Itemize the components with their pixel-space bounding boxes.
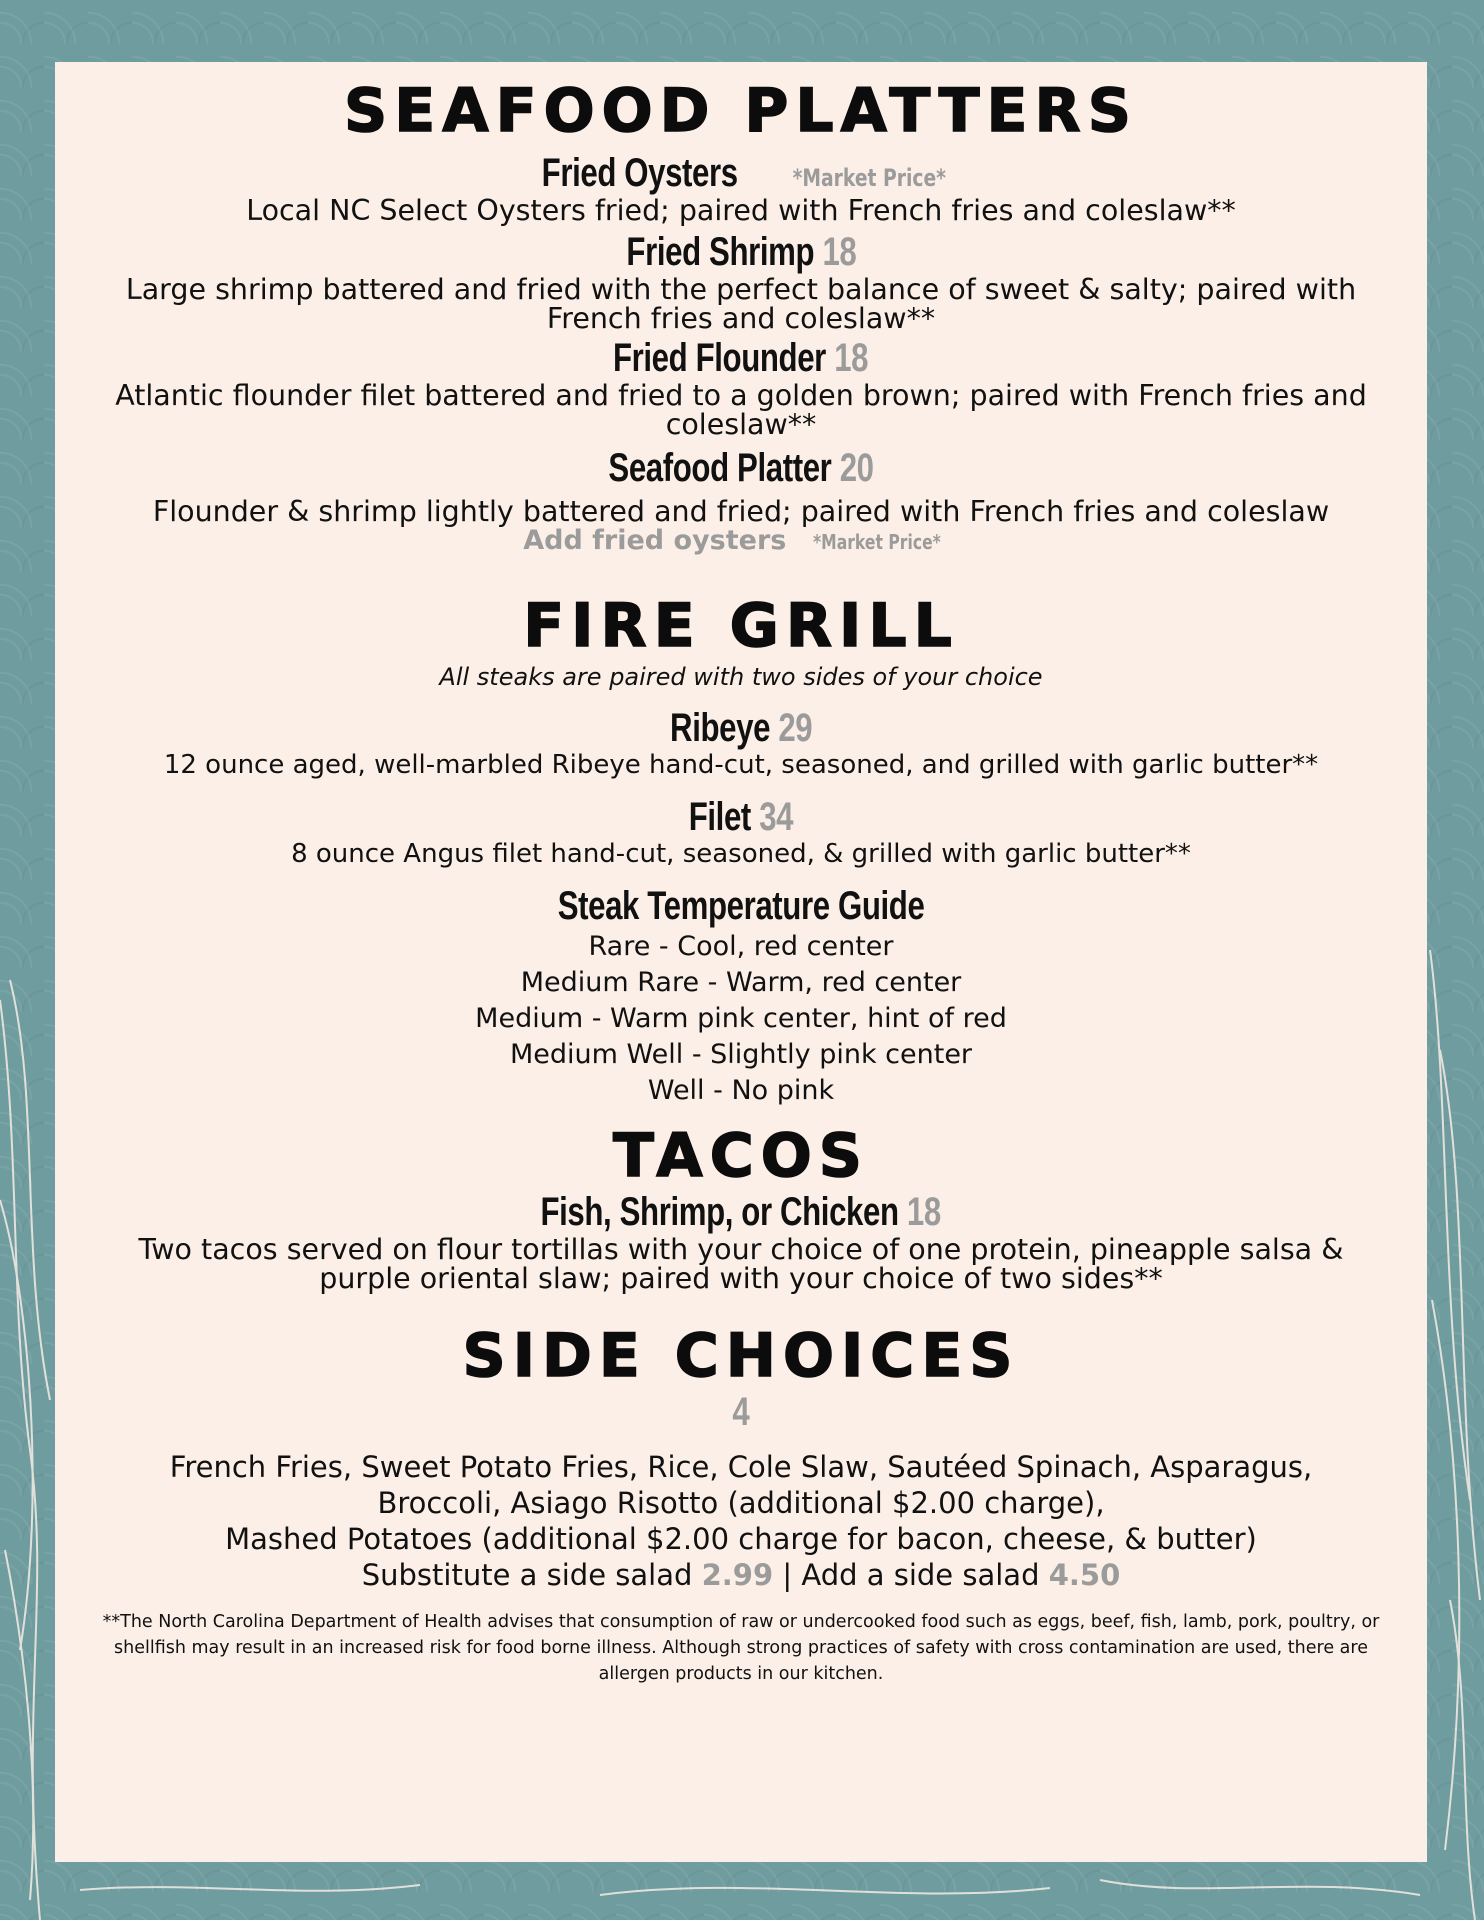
add-salad-price: 4.50 (1048, 1558, 1121, 1592)
menu-panel (55, 62, 1427, 1862)
market-price: *Market Price* (792, 164, 946, 192)
seafood-heading: SEAFOOD PLATTERS (344, 76, 1138, 146)
add-salad-label: Add a side salad (801, 1558, 1040, 1592)
addon-label: Add fried oysters (523, 525, 787, 556)
menu-item-name: Seafood Platter 20 (608, 446, 874, 490)
menu-item-desc: 12 ounce aged, well-marbled Ribeye hand-cut, seasoned, and grilled with garlic butter** (163, 750, 1319, 780)
menu-item-desc: Large shrimp battered and fried with the perfect balance of sweet & salty; paired with French fries and coleslaw** (125, 273, 1357, 335)
health-disclaimer: **The North Carolina Department of Health advises that consumption of raw or undercooked food such as eggs, beef, fish, lamb, pork, poultry, or shellfish may result in an increased risk for food borne illness. Although strong practices of safety with cross contamination are used, there are allergen products in our kitchen. (102, 1612, 1380, 1684)
temperature-guide-line: Medium - Warm pink center, hint of red (475, 1003, 1007, 1034)
menu-item-price: 34 (759, 795, 794, 839)
sides-line: Mashed Potatoes (additional $2.00 charge for bacon, cheese, & butter) (225, 1522, 1257, 1556)
menu-item-name: Fish, Shrimp, or Chicken 18 (540, 1190, 942, 1234)
salad-options (95, 1557, 1387, 1593)
temperature-guide-line: Rare - Cool, red center (588, 931, 894, 962)
menu-item-desc: Flounder & shrimp lightly battered and fried; paired with French fries and coleslaw (152, 495, 1330, 528)
menu-item-name: Ribeye 29 (669, 706, 813, 750)
menu-item-desc: 8 ounce Angus filet hand-cut, seasoned, & grilled with garlic butter** (291, 839, 1191, 869)
temperature-guide-title: Steak Temperature Guide (557, 884, 925, 928)
menu-item-desc: Two tacos served on flour tortillas with your choice of one protein, pineapple salsa & purple oriental slaw; paired with your choice of two sides** (138, 1233, 1344, 1295)
menu-item-name: Fried Oysters (542, 151, 739, 195)
menu-item-price: 18 (822, 230, 856, 274)
sides-price: 4 (732, 1390, 750, 1434)
temperature-guide-line: Well - No pink (647, 1075, 835, 1106)
menu-item-name: Fried Shrimp 18 (626, 230, 856, 274)
sides-line: Broccoli, Asiago Risotto (additional $2.00 charge), (377, 1486, 1105, 1520)
menu-item-price: 18 (907, 1190, 942, 1234)
substitute-salad-label: Substitute a side salad (361, 1558, 693, 1592)
temperature-guide-line: Medium Rare - Warm, red center (520, 967, 962, 998)
menu-item-desc: Atlantic flounder filet battered and fried to a golden brown; paired with French fries and coleslaw** (115, 379, 1367, 441)
menu-item-price: 20 (839, 446, 874, 490)
menu-item-desc: Local NC Select Oysters fried; paired with French fries and coleslaw** (246, 194, 1236, 227)
grill-heading: FIRE GRILL (523, 591, 959, 661)
temperature-guide-line: Medium Well - Slightly pink center (509, 1039, 973, 1070)
menu-item-price: 29 (778, 706, 813, 750)
sides-heading: SIDE CHOICES (462, 1321, 1020, 1391)
separator: | (782, 1558, 793, 1592)
addon-price: *Market Price* (812, 530, 941, 554)
substitute-salad-price: 2.99 (701, 1558, 774, 1592)
menu-item-name: Filet 34 (688, 795, 794, 839)
sides-line: French Fries, Sweet Potato Fries, Rice, Cole Slaw, Sautéed Spinach, Asparagus, (169, 1450, 1313, 1484)
grill-subtitle: All steaks are paired with two sides of your choice (439, 663, 1043, 691)
menu-item-price: 18 (834, 336, 869, 380)
tacos-heading: TACOS (613, 1121, 869, 1191)
menu-item-name: Fried Flounder 18 (613, 336, 869, 380)
